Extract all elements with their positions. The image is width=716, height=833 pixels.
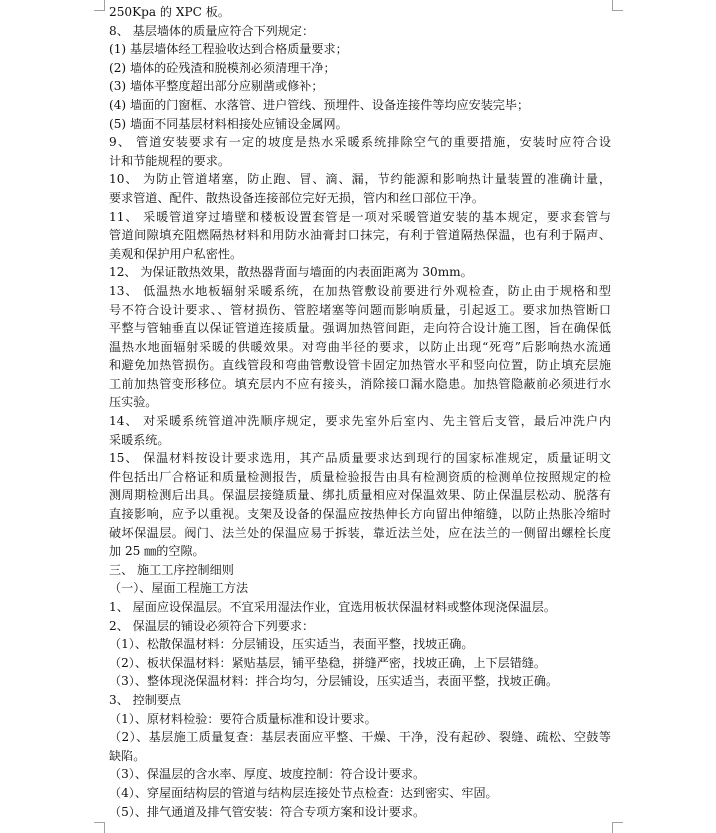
text-line: 温热水地面辐射采暖的供暖效果。对弯曲半径的要求，以防止出现“死弯”后影响热水流通 — [109, 339, 611, 354]
text-line: 和避免加热管损伤。直线管段和弯曲管敷设管卡固定加热管水平和竖向位置，防止填充层施 — [109, 358, 611, 373]
margin-corner-mark — [612, 822, 623, 833]
text-line: （一）、屋面工程施工方法 — [109, 581, 249, 596]
text-line: 工前加热管变形移位。填充层内不应有接头，消除接口漏水隐患。加热管隐蔽前必须进行水 — [109, 376, 611, 391]
text-line: (1) 基层墙体经工程验收达到合格质量要求； — [109, 42, 348, 57]
text-line: 美观和保护用户私密性。 — [109, 246, 243, 261]
text-line: 测周期检测后出具。保温层接缝质量、绑扎质量相应对保温效果、防止保温层松动、脱落有 — [109, 488, 611, 503]
text-line: 2、 保温层的铺设必须符合下列要求： — [109, 618, 315, 633]
text-line: 破坏保温层。阀门、法兰处的保温应易于拆装，靠近法兰处，应在法兰的一侧留出螺栓长度 — [109, 525, 611, 540]
text-line: 缺陷。 — [109, 748, 146, 763]
text-line: （4）、穿屋面结构层的管道与结构层连接处节点检查：达到密实、牢固。 — [109, 785, 498, 800]
text-line: 9、 管道安装要求有一定的坡度是热水采暖系统排除空气的重要措施，安装时应符合设 — [109, 135, 611, 150]
text-line: 1、 屋面应设保温层。不宜采用湿法作业，宜选用板状保温材料或整体现浇保温层。 — [109, 600, 556, 614]
text-line: 8、 基层墙体的质量应符合下列规定： — [109, 23, 315, 38]
text-line: 10、 为防止管道堵塞，防止跑、冒、滴、漏，节约能源和影响热计量装置的准确计量， — [109, 172, 611, 187]
text-line: (3) 墙体平整度超出部分应剔凿或修补； — [109, 79, 324, 94]
text-line: （5）、排气通道及排气管安装：符合专项方案和设计要求。 — [109, 804, 426, 819]
text-line: 要求管道、配件、散热设备连接部位完好无损，管内和丝口部位干净。 — [109, 190, 484, 205]
text-line: 加 25 ㎜的空隙。 — [109, 544, 205, 559]
text-line: （3）、整体现浇保温材料：拌合均匀，分层铺设，压实适当，表面平整，找坡正确。 — [109, 674, 559, 689]
text-line: 计和节能规程的要求。 — [109, 153, 230, 168]
margin-corner-mark — [94, 822, 105, 833]
text-line: 14、 对采暖系统管道冲洗顺序规定，要求先室外后室内、先主管后支管，最后冲洗户内 — [109, 414, 611, 429]
text-line: 13、 低温热水地板辐射采暖系统，在加热管敷设前要进行外观检查，防止由于规格和型 — [109, 283, 611, 298]
text-line: 压实验。 — [109, 395, 158, 410]
text-line: （2）、板状保温材料：紧贴基层，铺平垫稳，拼缝严密，找坡正确，上下层错缝。 — [109, 655, 547, 670]
document-body — [109, 3, 611, 821]
text-line: （3）、保温层的含水率、厚度、坡度控制：符合设计要求。 — [109, 767, 426, 782]
text-line: 平整与管轴垂直以保证管道连接质量。强调加热管间距，走向符合设计施工图，旨在确保低 — [109, 321, 611, 336]
text-line: 15、 保温材料按设计要求选用，其产品质量要求达到现行的国家标准规定，质量证明文 — [109, 451, 611, 466]
text-line: 三、 施工工序控制细则 — [109, 562, 234, 577]
text-line: (4) 墙面的门窗框、水落管、进户管线、预埋件、设备连接件等均应安装完毕； — [109, 97, 530, 112]
text-line: 250Kpa 的 XPC 板。 — [109, 5, 230, 19]
text-line: 直接影响，应予以重视。支架及设备的保温应按热伸长方向留出伸缩缝，以防止热胀冷缩时 — [109, 507, 611, 522]
margin-corner-mark — [94, 0, 105, 11]
text-line: 号不符合设计要求、、管材损伤、管腔堵塞等问题而影响质量，引起返工。要求加热管断口 — [109, 302, 611, 317]
margin-corner-mark — [612, 0, 623, 11]
text-line: （1）、松散保温材料：分层铺设，压实适当，表面平整，找坡正确。 — [109, 637, 474, 652]
text-line: 12、 为保证散热效果，散热器背面与墙面的内表面距离为 30mm。 — [109, 265, 473, 280]
text-line: (2) 墙体的砼残渣和脱模剂必须清理干净； — [109, 60, 336, 75]
text-line: (5) 墙面不同基层材料相接处应铺设金属网。 — [109, 116, 348, 131]
text-line: 管道间隙填充阻燃隔热材料和用防水油膏封口抹完，有利于管道隔热保温，也有利于隔声、 — [109, 228, 611, 243]
text-line: 11、 采暖管道穿过墙壁和楼板设置套管是一项对采暖管道安装的基本规定，要求套管与 — [109, 209, 611, 224]
text-line: （1）、原材料检验：要符合质量标准和设计要求。 — [109, 711, 377, 726]
text-line: 采暖系统。 — [109, 432, 170, 447]
text-line: 3、 控制要点 — [109, 692, 182, 707]
text-line: 件包括出厂合格证和质量检测报告，质量检验报告由具有检测资质的检测单位按照规定的检 — [109, 469, 611, 484]
text-line: （2）、基层施工质量复查：基层表面应平整、干燥、干净，没有起砂、裂缝、疏松、空鼓等 — [109, 730, 611, 745]
